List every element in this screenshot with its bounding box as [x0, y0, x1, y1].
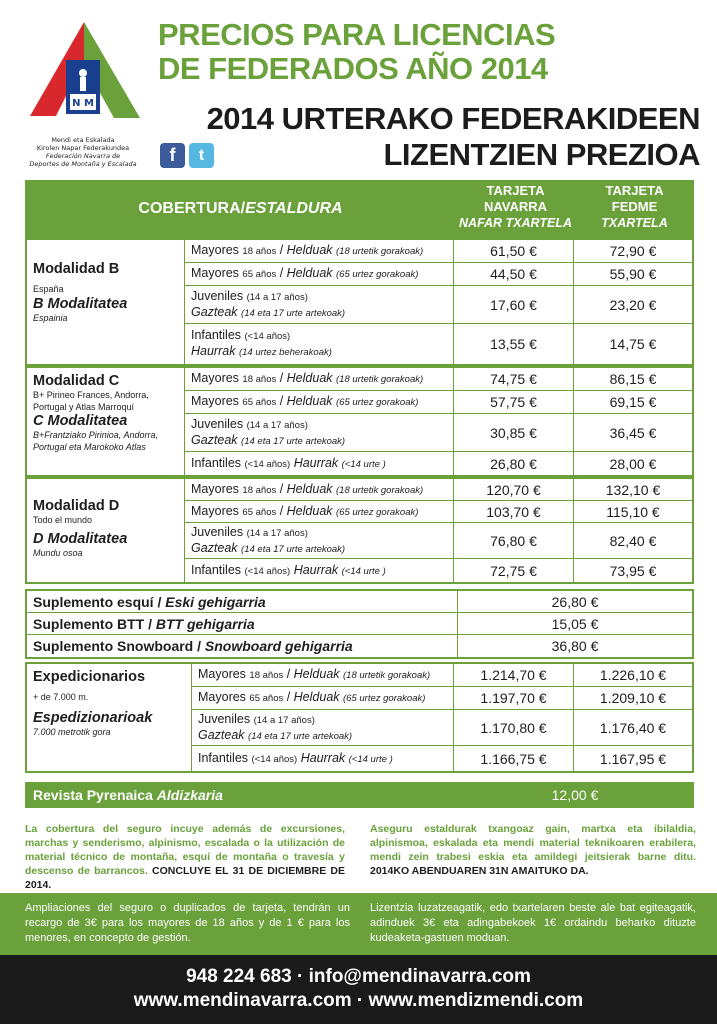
price-fedme: 72,90 €	[573, 240, 692, 262]
title-spanish: PRECIOS PARA LICENCIAS DE FEDERADOS AÑO 2014	[158, 17, 556, 86]
price-fedme: 23,20 €	[573, 286, 692, 323]
supplement-row: Suplemento Snowboard / Snowboard gehigarria 36,80 €	[27, 635, 692, 657]
table-row: Infantiles (<14 años) Haurrak (14 urtez beherakoak) 13,55 € 14,75 €	[185, 324, 692, 364]
federation-logo	[22, 20, 144, 170]
magazine-price: 12,00 €	[551, 787, 599, 803]
supplement-row: Suplemento esquí / Eski gehigarria 26,80 €	[27, 591, 692, 613]
supplement-row: Suplemento BTT / BTT gehigarria 15,05 €	[27, 613, 692, 635]
price-fedme: 1.226,10 €	[573, 664, 692, 686]
table-row: Mayores 65 años / Helduak (65 urtez gorakoak) 57,75 € 69,15 €	[185, 391, 692, 414]
price-navarra: 44,50 €	[490, 266, 537, 282]
table-row: Mayores 18 años / Helduak (18 urtetik gorakoak) 120,70 € 132,10 €	[185, 479, 692, 501]
license-price-table	[25, 180, 694, 584]
price-navarra: 57,75 €	[490, 394, 537, 410]
twitter-icon[interactable]: t	[189, 143, 214, 168]
supplements-table	[25, 589, 694, 659]
table-row: Juveniles (14 a 17 años) Gazteak (14 eta 17 urte artekoak) 30,85 € 36,45 €	[185, 414, 692, 452]
price-fedme: 36,45 €	[573, 414, 692, 451]
table-row: Infantiles (<14 años) Haurrak (<14 urte ) 26,80 € 28,00 €	[185, 452, 692, 475]
price-navarra: 74,75 €	[490, 371, 537, 387]
price-fedme: 14,75 €	[573, 324, 692, 364]
contact-websites[interactable]: www.mendinavarra.com · www.mendizmendi.com	[133, 990, 584, 1011]
coverage-header: COBERTURA/ ESTALDURA	[138, 200, 343, 217]
supplement-price: 15,05 €	[551, 615, 599, 632]
modality-b-block	[25, 238, 694, 366]
price-fedme: 69,15 €	[573, 391, 692, 413]
table-row: Mayores 18 años / Helduak (18 urtetik gorakoak) 1.214,70 € 1.226,10 €	[192, 664, 692, 687]
magazine-row: Revista Pyrenaica Aldizkaria 12,00 €	[25, 782, 694, 808]
price-navarra: 30,85 €	[490, 424, 537, 441]
expeditions-table	[25, 662, 694, 773]
coverage-note-spanish: La cobertura del seguro incuye además de excursiones, marchas y senderismo, alpinismo, escalada o la utilización de material técnico de montaña, esquí de montaña o travesía y descenso de barrancos. CONCLUYE EL 31 DE DICIEMBRE DE 2014.	[25, 823, 345, 891]
modality-d-block	[25, 477, 694, 584]
price-navarra: 61,50 €	[490, 243, 537, 259]
price-fedme: 55,90 €	[573, 263, 692, 285]
price-fedme: 1.209,10 €	[573, 687, 692, 709]
price-navarra: 1.170,80 €	[480, 719, 547, 736]
price-fedme: 132,10 €	[573, 479, 692, 500]
modality-label: Modalidad C B+ Pirineo Frances, Andorra, Portugal y Atlas Marroquí C Modalitatea B+Frantziako Pirinioa, Andorra, Portugal eta Marokoko Atlas	[27, 368, 185, 475]
surcharge-note-basque: Lizentzia luzatzeagatik, edo txartelaren beste ale bat egiteagatik, adinduek 3€ eta adingabekoek 1€ ordaindu beharko dituzte kudeaketa-gastuen moduan.	[370, 902, 696, 944]
table-row: Infantiles (<14 años) Haurrak (<14 urte ) 1.166,75 € 1.167,95 €	[192, 746, 692, 771]
modality-label: Modalidad B España B Modalitatea Espainia	[27, 240, 185, 364]
price-fedme: 86,15 €	[573, 368, 692, 390]
price-fedme: 1.176,40 €	[573, 710, 692, 745]
supplement-price: 36,80 €	[551, 638, 599, 654]
price-navarra: 1.214,70 €	[480, 667, 547, 683]
modality-label: Modalidad D Todo el mundo D Modalitatea Mundu osoa	[27, 479, 185, 582]
price-navarra: 1.166,75 €	[480, 750, 547, 767]
svg-text:N M: N M	[72, 98, 94, 109]
expeditions-label: Expedicionarios + de 7.000 m. Espedizionarioak 7.000 metrotik gora	[27, 664, 192, 771]
table-row: Mayores 65 años / Helduak (65 urtez gorakoak) 44,50 € 55,90 €	[185, 263, 692, 286]
price-navarra: 13,55 €	[490, 336, 537, 352]
modality-c-block	[25, 366, 694, 477]
contact-phone-email[interactable]: 948 224 683 · info@mendinavarra.com	[186, 966, 531, 987]
price-navarra: 26,80 €	[490, 455, 537, 472]
navarra-card-header: TARJETA NAVARRA NAFAR TXARTELA	[459, 183, 572, 230]
contact-footer	[0, 955, 717, 1024]
facebook-icon[interactable]: f	[160, 143, 185, 168]
price-fedme: 73,95 €	[573, 559, 692, 582]
price-navarra: 1.197,70 €	[480, 690, 547, 706]
table-row: Mayores 18 años / Helduak (18 urtetik gorakoak) 74,75 € 86,15 €	[185, 368, 692, 391]
logo-caption: Mendi eta Eskalada Kirolen Napar Federakundea Federación Navarra de Deportes de Montaña y Escalada	[29, 136, 137, 168]
table-row: Juveniles (14 a 17 años) Gazteak (14 eta 17 urte artekoak) 17,60 € 23,20 €	[185, 286, 692, 324]
price-navarra: 72,75 €	[490, 562, 537, 579]
table-row: Mayores 18 años / Helduak (18 urtetik gorakoak) 61,50 € 72,90 €	[185, 240, 692, 263]
price-navarra: 17,60 €	[490, 296, 537, 313]
table-header	[25, 180, 694, 238]
price-fedme: 28,00 €	[573, 452, 692, 475]
fedme-card-header: TARJETA FEDME TXARTELA	[601, 183, 668, 230]
table-row: Mayores 65 años / Helduak (65 urtez gorakoak) 1.197,70 € 1.209,10 €	[192, 687, 692, 710]
surcharge-note-spanish: Ampliaciones del seguro o duplicados de tarjeta, tendrán un recargo de 3€ para los mayores de 18 años y de 1 € para los menores, en concepto de gestión.	[25, 902, 350, 944]
coverage-note-basque: Aseguru estaldurak txangoaz gain, martxa eta ibilaldia, alpinismoa, eskalada eta mendi material teknikoaren erabilera, mendi zein trabesi eskia eta amildegi jeitsierak barne ditu. 2014KO ABENDUAREN 31N AMAITUKO DA.	[370, 823, 696, 877]
title-basque: 2014 URTERAKO FEDERAKIDEEN LIZENTZIEN PREZIOA	[206, 101, 700, 172]
table-row: Juveniles (14 a 17 años) Gazteak (14 eta 17 urte artekoak) 1.170,80 € 1.176,40 €	[192, 710, 692, 746]
price-navarra: 76,80 €	[490, 532, 537, 549]
price-navarra: 120,70 €	[486, 481, 541, 498]
table-row: Juveniles (14 a 17 años) Gazteak (14 eta 17 urte artekoak) 76,80 € 82,40 €	[185, 523, 692, 559]
price-fedme: 115,10 €	[573, 501, 692, 522]
table-row: Mayores 65 años / Helduak (65 urtez gorakoak) 103,70 € 115,10 €	[185, 501, 692, 523]
table-row: Infantiles (<14 años) Haurrak (<14 urte ) 72,75 € 73,95 €	[185, 559, 692, 582]
supplement-price: 26,80 €	[551, 593, 599, 610]
price-navarra: 103,70 €	[486, 503, 541, 520]
price-fedme: 82,40 €	[573, 523, 692, 558]
price-fedme: 1.167,95 €	[573, 746, 692, 771]
